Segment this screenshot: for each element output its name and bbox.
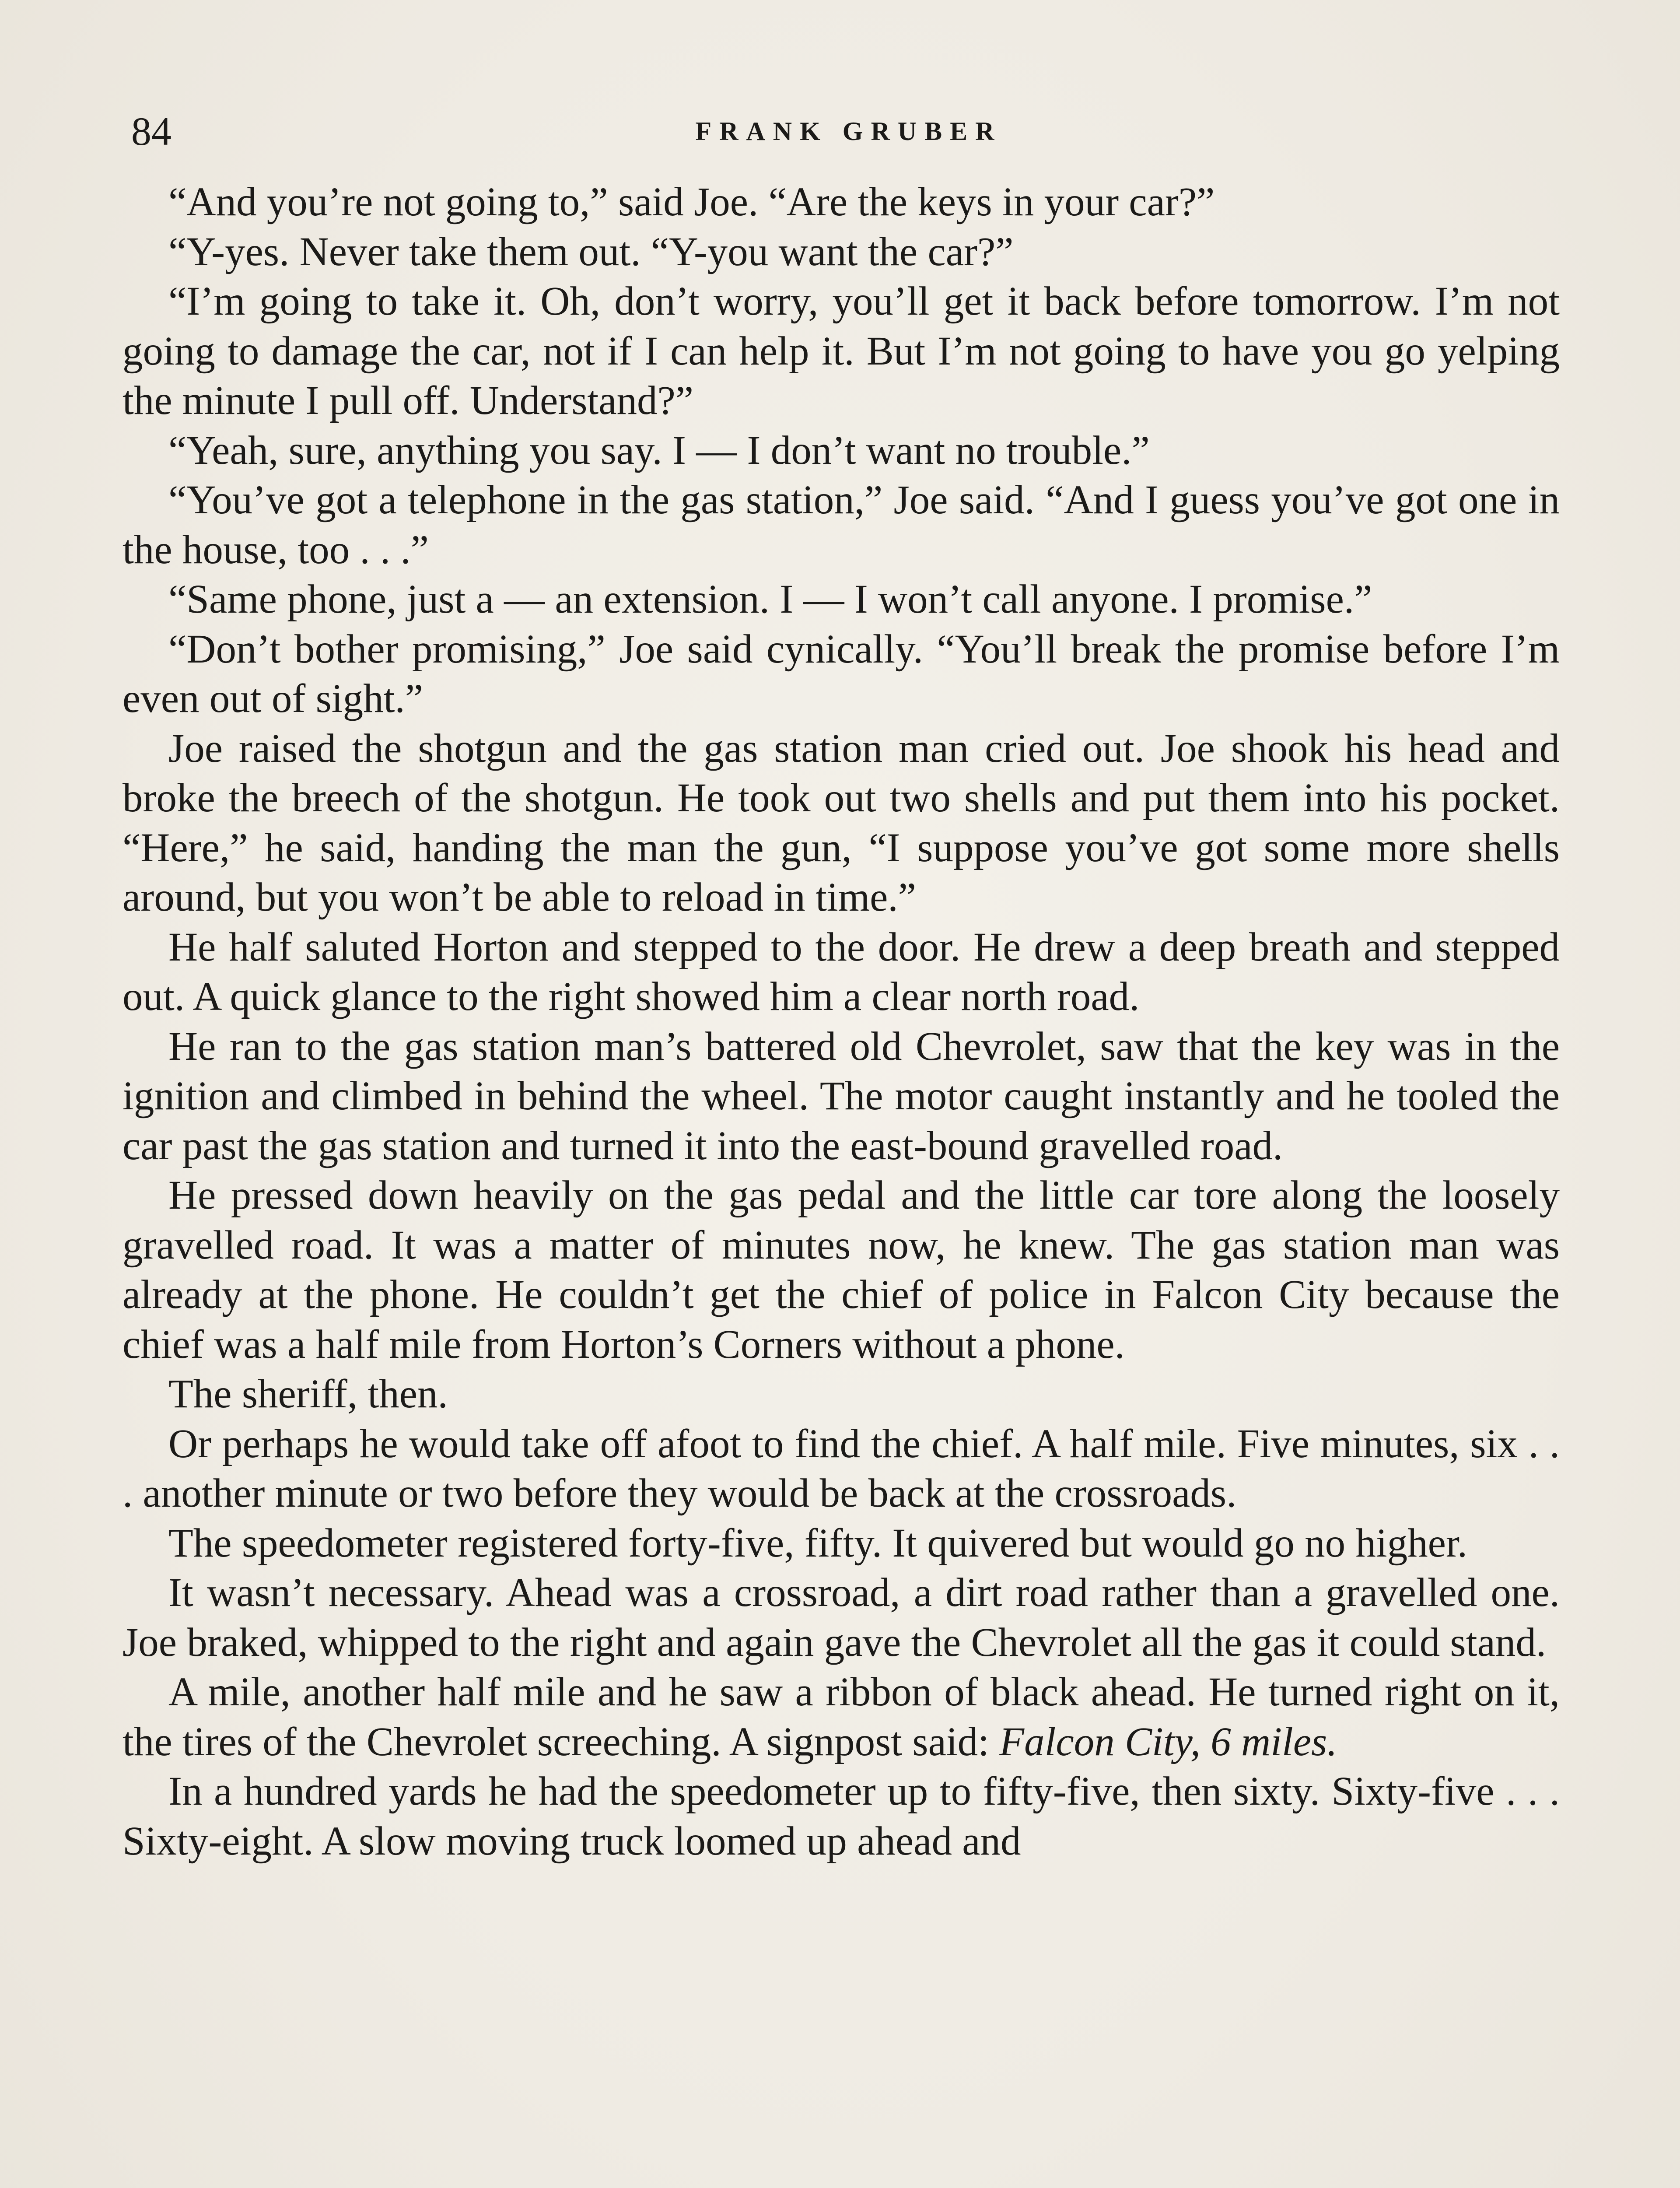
paragraph: Or perhaps he would take off afoot to find the chief. A half mile. Five minutes, six . . . another minute or two before they would be back at the crossroads. — [122, 1421, 1560, 1516]
paragraph: “And you’re not going to,” said Joe. “Are the keys in your car?” — [168, 179, 1215, 224]
signpost-place-name: Falcon City, 6 miles. — [999, 1719, 1337, 1764]
paragraph: The speedometer registered forty-five, fifty. It quivered but would go no higher. — [168, 1520, 1468, 1566]
paragraph: The sheriff, then. — [168, 1371, 448, 1417]
paragraph: “Same phone, just a — an extension. I — I won’t call anyone. I promise.” — [168, 577, 1372, 622]
paragraph: “Y-yes. Never take them out. “Y-you want the car?” — [168, 229, 1014, 274]
page-number: 84 — [131, 109, 172, 154]
signpost-paragraph-text: A mile, another half mile and he saw a ribbon of black ahead. He turned right on it, the tires of the Chevrolet screeching. A signpost said: — [122, 1669, 1560, 1764]
paragraph: He half saluted Horton and stepped to the door. He drew a deep breath and stepped out. A quick glance to the right showed him a clear north road. — [122, 924, 1560, 1019]
paragraph: He pressed down heavily on the gas pedal and the little car tore along the loosely gravelled road. It was a matter of minutes now, he knew. The gas station man was already at the phone. He couldn’t get the chief of police in Falcon City because the chief was a half mile from Horton’s Corners without a phone. — [122, 1173, 1560, 1367]
signpost-paragraph — [122, 1667, 1560, 1767]
page-header — [131, 101, 1566, 162]
running-head-author: FRANK GRUBER — [695, 117, 1002, 146]
body-text — [122, 177, 1560, 1866]
paragraph: “Don’t bother promising,” Joe said cynically. “You’ll break the promise before I’m even out of sight.” — [122, 626, 1560, 721]
paragraph: “You’ve got a telephone in the gas station,” Joe said. “And I guess you’ve got one in the house, too . . .” — [122, 477, 1560, 572]
paragraph: In a hundred yards he had the speedometer up to fifty-five, then sixty. Sixty-five . . . Sixty-eight. A slow moving truck loomed up ahead and — [122, 1769, 1560, 1864]
paragraph: It wasn’t necessary. Ahead was a crossroad, a dirt road rather than a gravelled one. Joe braked, whipped to the right and again gave the Chevrolet all the gas it could stand. — [122, 1570, 1560, 1665]
paragraph: “Yeah, sure, anything you say. I — I don’t want no trouble.” — [168, 428, 1150, 473]
paragraph: Joe raised the shotgun and the gas station man cried out. Joe shook his head and broke the breech of the shotgun. He took out two shells and put them into his pocket. “Here,” he said, handing the man the gun, “I suppose you’ve got some more shells around, but you won’t be able to reload in time.” — [122, 726, 1560, 920]
paragraph: He ran to the gas station man’s battered old Chevrolet, saw that the key was in the ignition and climbed in behind the wheel. The motor caught instantly and he tooled the car past the gas station and turned it into the east-bound gravelled road. — [122, 1024, 1560, 1168]
paragraph: “I’m going to take it. Oh, don’t worry, you’ll get it back before tomorrow. I’m not going to damage the car, not if I can help it. But I’m not going to have you go yelping the minute I pull off. Understand?” — [122, 279, 1560, 423]
